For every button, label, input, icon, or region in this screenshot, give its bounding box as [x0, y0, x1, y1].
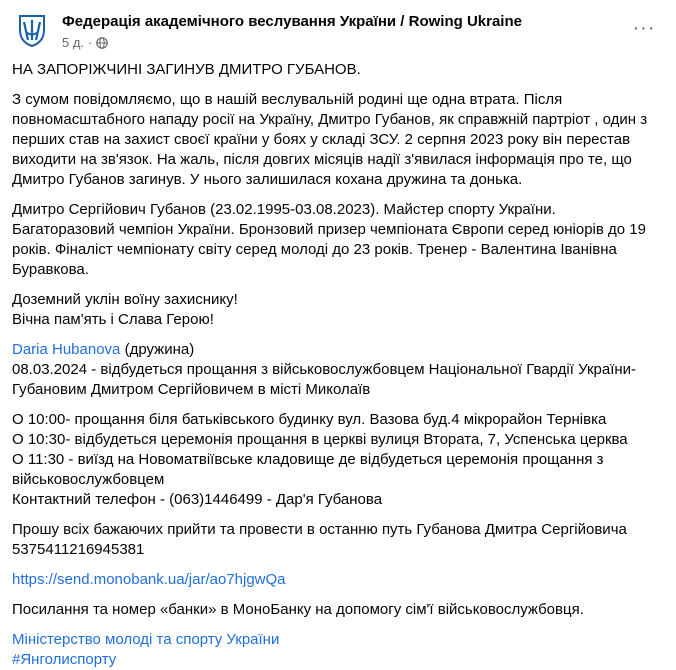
contact-phone: Контактний телефон - (063)1446499 - Дар'я Губанова — [12, 491, 383, 508]
request-block — [12, 520, 657, 560]
paragraph-loss: З сумом повідомляємо, що в нашій веслувальній родині ще одна втрата. Після повномасштабного нападу росії на Україну, Дмитро Губанов, як справжній партріот , один з перших став на захист своєї країни у боях у складі ЗСУ. 2 серпня 2023 року він перестав виходити на зв'язок. На жаль, після довгих місяців надії з'явилася інформація про те, що Дмитро Губанов загинув. У нього залишилася кохана дружина та донька. — [12, 91, 648, 188]
ministry-tag-link[interactable]: Міністерство молоді та спорту України — [12, 631, 280, 648]
card-number: 5375411216945381 — [12, 541, 145, 558]
tribute-block — [12, 290, 657, 330]
link-block — [12, 570, 657, 590]
farewell-text: 08.03.2024 - відбудеться прощання з військовослужбовцем Національної Гвардії України- Губановим Дмитром Сергійовичем в місті Миколаїв — [12, 361, 637, 398]
post-meta — [62, 35, 108, 50]
paragraph-bio: Дмитро Сергійович Губанов (23.02.1995-03.08.2023). Майстер спорту України. Багаторазовий чемпіон України. Бронзовий призер чемпіоната Європи серед юніорів до 19 років. Фіналіст чемпіонату світу серед молоді до 23 років. Тренер - Валентина Іванівна Буравкова. — [12, 201, 646, 278]
schedule-item-2: О 10:30- відбудеться церемонія прощання в церкві вулиця Втората, 7, Успенська церква — [12, 431, 628, 448]
mention-suffix: (дружина) — [120, 341, 195, 358]
page-avatar[interactable] — [12, 10, 52, 50]
more-options-button[interactable]: ··· — [632, 16, 656, 39]
tags-block — [12, 630, 657, 670]
schedule-item-1: О 10:00- прощання біля батьківського будинку вул. Вазова буд.4 мікрорайон Тернівка — [12, 411, 607, 428]
tribute-line-2: Вічна пам'ять і Слава Герою! — [12, 311, 214, 328]
schedule-item-3: О 11:30 - виїзд на Новоматвіївське кладовище де відбудеться церемонія прощання з військовослужбовцем — [12, 451, 604, 488]
hashtag-link[interactable]: #Янголиспорту — [12, 651, 117, 668]
post-time[interactable]: 5 д. — [62, 35, 85, 50]
page-name-link[interactable]: Федерація академічного веслування України / Rowing Ukraine — [62, 13, 522, 30]
request-text: Прошу всіх бажаючих прийти та провести в останню путь Губанова Дмитра Сергійовича — [12, 521, 627, 538]
globe-icon[interactable] — [96, 37, 108, 49]
schedule-block — [12, 410, 657, 510]
post-header — [12, 10, 662, 52]
post-title: НА ЗАПОРІЖЧИНІ ЗАГИНУВ ДМИТРО ГУБАНОВ. — [12, 61, 361, 78]
rowing-ukraine-logo-icon — [12, 10, 52, 50]
bank-text: Посилання та номер «банки» в МоноБанку на допомогу сім'ї військовослужбовця. — [12, 601, 584, 618]
meta-separator: · — [88, 35, 93, 50]
monobank-link[interactable]: https://send.monobank.ua/jar/ao7hjgwQa — [12, 571, 286, 588]
tribute-line-1: Доземний уклін воїну захиснику! — [12, 291, 238, 308]
farewell-block — [12, 340, 657, 400]
mention-daria-hubanova[interactable]: Daria Hubanova — [12, 341, 121, 358]
post-body — [12, 60, 657, 670]
